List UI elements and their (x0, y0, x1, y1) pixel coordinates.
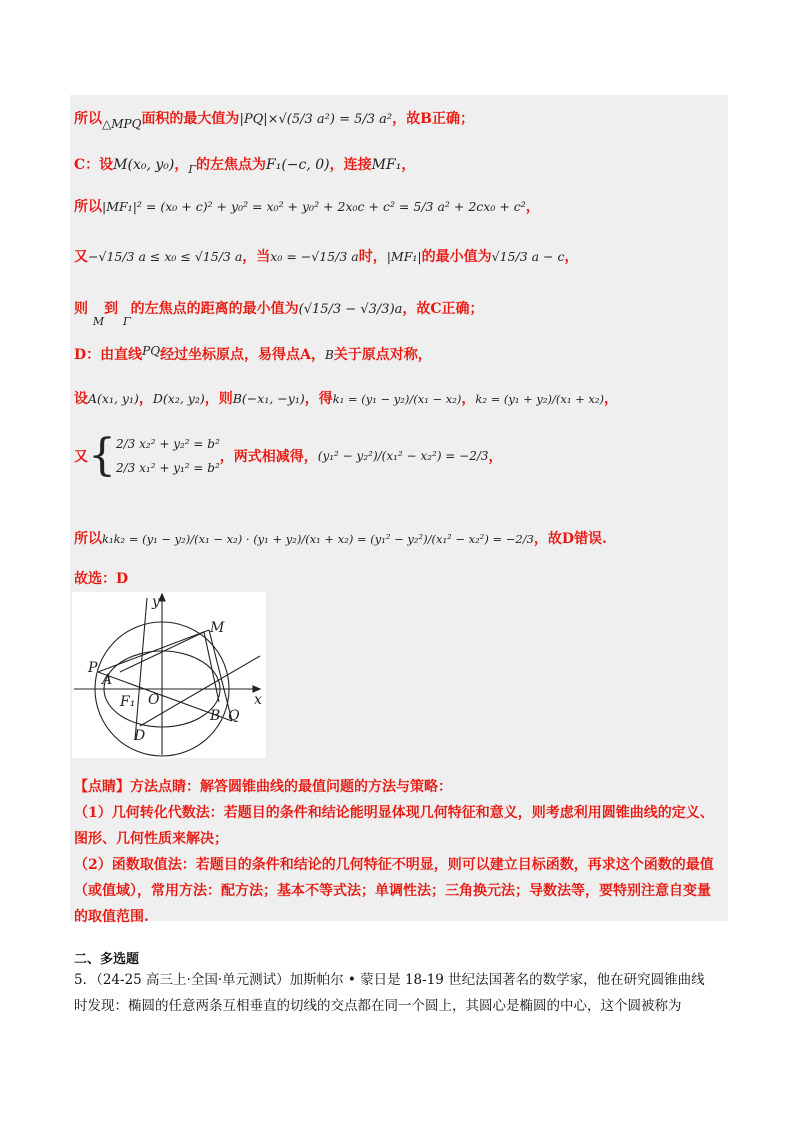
answer-line: 故选：D (74, 571, 129, 587)
label-p: P (88, 660, 98, 676)
text: 到 (104, 301, 119, 317)
tips-line: （1）几何转化代数法：若题目的条件和结论能明显体现几何特征和意义，则考虑利用圆锥曲线的定义、 (74, 805, 714, 821)
line-d-tangent (140, 656, 260, 726)
math-area-expr: |PQ|×√(5/3 a²) = 5/3 a² (239, 112, 393, 127)
tips-line: （或值域），常用方法：配方法；基本不等式法；单调性法；三角换元法；导数法等，要特别注意自变量 (74, 883, 711, 899)
math-condition: x₀ = −√15/3 a (270, 249, 359, 264)
label-f1: F₁ (120, 694, 136, 710)
solution-line-1 (74, 108, 474, 131)
focus-f1: F₁(−c, 0) (266, 157, 330, 173)
text: ，连接 (329, 157, 372, 173)
text: C：设 (74, 157, 114, 173)
label-b: B (210, 708, 221, 724)
tips-block (74, 774, 714, 930)
text: 所以 (74, 199, 102, 215)
text: 则 (74, 301, 88, 317)
option-letter: C (430, 301, 442, 317)
gamma-symbol: Γ (188, 163, 196, 176)
math-product: k₁k₂ = (y₁ − y₂)/(x₁ − x₂) · (y₁ + y₂)/(x₁ + x₂) = (y₁² − y₂²)/(x₁² − x₂²) = −2/3 (102, 532, 534, 546)
text: 的左焦点为 (196, 157, 266, 173)
text: ，故 (402, 301, 431, 317)
section-heading: 二、多选题 (74, 952, 140, 967)
math-difference: (y₁² − y₂²)/(x₁² − x₂²) = −2/3 (317, 449, 489, 463)
point-b: B (324, 348, 334, 362)
text: ，故 (392, 111, 421, 127)
tips-line: （2）函数取值法：若题目的条件和结论的几何特征不明显，则可以建立目标函数，再求这个函数的最值 (74, 857, 714, 873)
text: ，两式相减得， (219, 449, 318, 465)
solution-line-7 (74, 388, 618, 408)
text: ，得 (304, 391, 333, 407)
text: ， (174, 157, 189, 173)
gamma-symbol: Γ (123, 315, 131, 328)
text: ， (310, 347, 325, 363)
line-pq: PQ (142, 344, 161, 358)
label-a: A (102, 672, 113, 688)
text: 关于原点对称， (333, 347, 432, 363)
option-letter: B (420, 111, 432, 127)
text: 面积的最大值为 (141, 111, 240, 127)
text: ， (488, 449, 503, 465)
solution-line-9 (74, 528, 607, 548)
math-min-value: √15/3 a − c (491, 249, 565, 264)
equation-system (116, 432, 220, 480)
text: D：由直线 (74, 347, 143, 363)
point-a-coords: A(x₁, y₁) (88, 391, 139, 406)
ellipse-figure (72, 592, 266, 758)
segment-mf1: MF₁ (371, 157, 402, 173)
text: ， (138, 391, 153, 407)
solution-line-2 (74, 154, 415, 174)
text: 经过坐标原点，易得点 (160, 347, 301, 363)
solution-line-4 (74, 246, 579, 266)
point-m: M(x₀, y₀) (113, 157, 175, 173)
line-ad (135, 598, 147, 740)
text: 正确； (431, 111, 474, 127)
text: 又 (74, 449, 88, 465)
solution-line-6 (74, 344, 432, 364)
label-y: y (152, 594, 160, 610)
ellipse-diagram (72, 592, 266, 758)
solution-line-3 (74, 196, 540, 216)
text: 的最小值为 (421, 249, 492, 265)
point-m: M (92, 315, 105, 328)
equation-1: 2/3 x₂² + y₂² = b² (116, 437, 220, 451)
line-pm (98, 630, 209, 672)
equation-2: 2/3 x₁² + y₁² = b² (116, 461, 220, 475)
abs-mf1: |MF₁| (386, 249, 422, 264)
option-letter: D (561, 531, 575, 547)
question-line-2: 时发现：椭圆的任意两条互相垂直的切线的交点都在同一个圆上，其圆心是椭圆的中心，这个圆被称为 (74, 998, 682, 1014)
tips-line: 的取值范围. (74, 909, 149, 925)
line-mb (204, 632, 219, 702)
text: 时， (358, 249, 387, 265)
text: ， (564, 249, 579, 265)
triangle-mpq: △MPQ (102, 117, 142, 131)
math-distance-expr: |MF₁|² = (x₀ + c)² + y₀² = x₀² + y₀² + 2x₀c + c² = 5/3 a² + 2cx₀ + c² (102, 199, 526, 214)
label-x: x (254, 692, 262, 708)
solution-line-5 (74, 298, 484, 328)
label-o: O (148, 692, 160, 708)
tips-line: 图形、几何性质来解决； (74, 831, 228, 847)
text: ， (401, 157, 416, 173)
text: ， (525, 199, 540, 215)
text: ，则 (204, 391, 233, 407)
tips-heading: 【点睛】方法点睛：解答圆锥曲线的最值问题的方法与策略： (74, 779, 452, 795)
text: 所以 (74, 531, 102, 547)
solution-line-8 (74, 432, 503, 480)
text: 正确； (441, 301, 484, 317)
label-d: D (134, 728, 146, 744)
slope-k2: k₂ = (y₁ + y₂)/(x₁ + x₂) (475, 392, 605, 406)
text: 的左焦点的距离的最小值为 (130, 301, 299, 317)
label-m: M (210, 620, 225, 636)
text: ，故 (533, 531, 562, 547)
text: 所以 (74, 111, 102, 127)
text: 错误. (574, 531, 607, 547)
point-b-coords: B(−x₁, −y₁) (232, 391, 305, 406)
math-min-distance: (√15/3 − √3/3)a (298, 302, 403, 317)
brace-icon: { (88, 430, 116, 481)
text: ，当 (242, 249, 271, 265)
slope-k1: k₁ = (y₁ − y₂)/(x₁ − x₂) (332, 392, 462, 406)
math-range: −√15/3 a ≤ x₀ ≤ √15/3 a (88, 249, 243, 264)
text: 又 (74, 249, 88, 265)
question-line-1: 5．（24-25 高三上·全国·单元测试）加斯帕尔 • 蒙日是 18-19 世纪法国著名的数学家，他在研究圆锥曲线 (74, 972, 705, 988)
text: 设 (74, 391, 88, 407)
text: ， (461, 391, 476, 407)
label-q: Q (228, 708, 240, 724)
text: ， (604, 391, 619, 407)
point-a: A (300, 347, 311, 363)
point-d-coords: D(x₂, y₂) (152, 391, 205, 406)
